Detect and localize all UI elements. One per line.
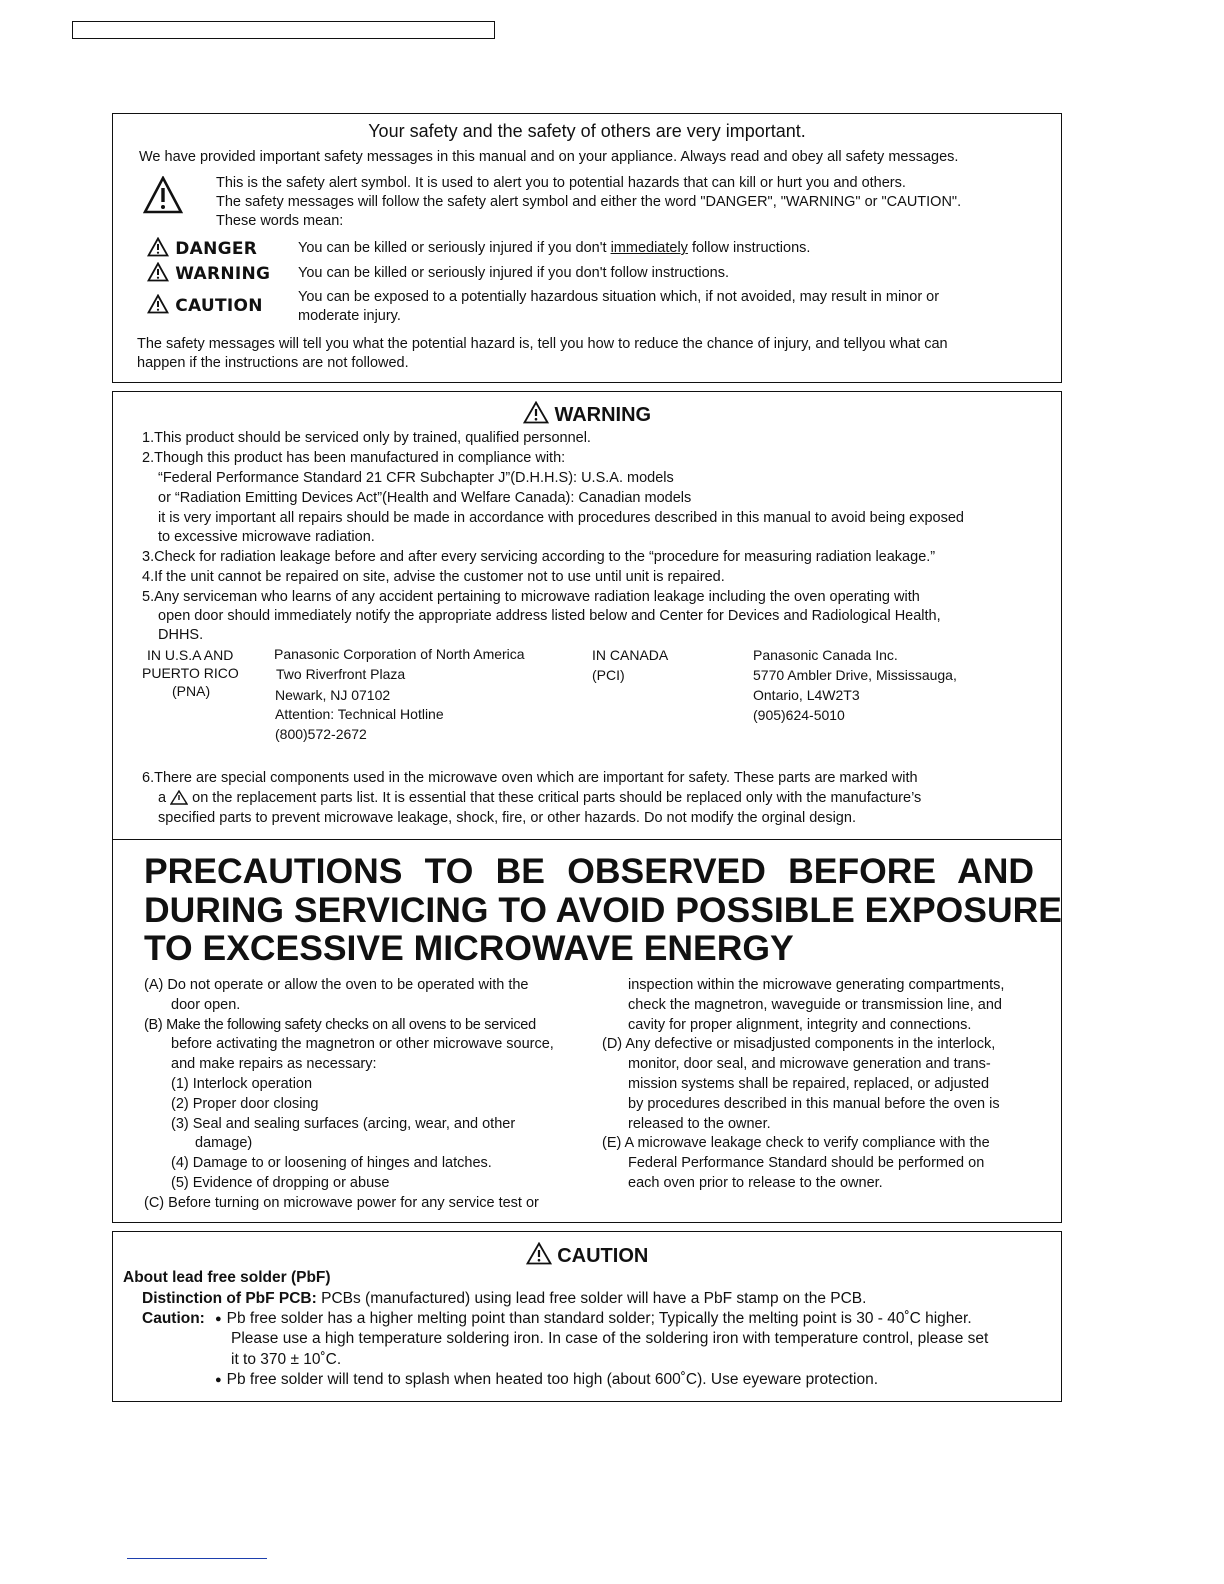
safety-messages-box: [112, 113, 1062, 383]
caution-title-alert-icon: [526, 1242, 552, 1265]
warning-item-2-line-3: or “Radiation Emitting Devices Act”(Health and Welfare Canada): Canadian models: [158, 490, 692, 506]
warning-text: You can be killed or seriously injured if you don't follow instructions.: [298, 265, 730, 281]
precautions-title-line-1: PRECAUTIONS TO BE OBSERVED BEFORE AND: [144, 851, 1034, 891]
pbf-bullet-1-line-2: Please use a high temperature soldering iron. In case of the soldering iron with temperature control, please set: [231, 1330, 989, 1347]
warning-item-6-line-2: [158, 790, 921, 806]
precautions-title: [144, 851, 1062, 968]
alert-line-1: This is the safety alert symbol. It is used to alert you to potential hazards that can kill or hurt you and others.: [216, 175, 906, 191]
us-address-line-3: Newark, NJ 07102: [275, 687, 391, 703]
us-address-line-4: Attention: Technical Hotline: [275, 706, 444, 722]
ca-address-line-1: Panasonic Canada Inc.: [753, 647, 898, 663]
warning-item-1: 1.This product should be serviced only by trained, qualified personnel.: [142, 430, 591, 446]
danger-alert-icon: [147, 237, 169, 257]
caution-title-text: CAUTION: [557, 1245, 649, 1267]
ca-address-line-3: Ontario, L4W2T3: [753, 687, 860, 703]
warning-item-6-line-3: specified parts to prevent microwave leakage, shock, fire, or other hazards. Do not modify the orginal design.: [158, 810, 856, 826]
ca-address-line-2: 5770 Ambler Drive, Mississauga,: [753, 667, 957, 683]
warning-item-2: 2.Though this product has been manufactured in compliance with:: [142, 450, 566, 466]
precaution-b: (B) Make the following safety checks on all ovens to be serviced: [144, 1017, 536, 1033]
warning-item-4: 4.If the unit cannot be repaired on site, advise the customer not to use until unit is repaired.: [142, 569, 725, 585]
precaution-c: (C) Before turning on microwave power for any service test or: [144, 1195, 539, 1211]
warning-title-text: WARNING: [554, 404, 652, 426]
ca-region-label-2: (PCI): [592, 667, 625, 683]
item-6-suffix: on the replacement parts list. It is essential that these critical parts should be replaced only with the manufacture’s: [188, 790, 922, 806]
precaution-e-line-2: Federal Performance Standard should be performed on: [628, 1155, 985, 1171]
pbf-distinction: [142, 1290, 866, 1308]
pbf-heading: About lead free solder (PbF): [123, 1269, 331, 1286]
page-header-box: [72, 21, 495, 39]
precaution-b-3: (3) Seal and sealing surfaces (arcing, wear, and other: [171, 1116, 516, 1132]
pbf-bullet-1: ● Pb free solder has a higher melting point than standard solder; Typically the melting point is 30 - 40˚C higher.: [215, 1310, 972, 1328]
warning-title-alert-icon: [523, 401, 549, 424]
precaution-e: (E) A microwave leakage check to verify compliance with the: [602, 1135, 990, 1151]
safety-title: Your safety and the safety of others are very important.: [368, 121, 806, 141]
precaution-c-line-4: cavity for proper alignment, integrity and connections.: [628, 1017, 972, 1033]
precaution-d-line-5: released to the owner.: [628, 1116, 771, 1132]
pbf-bullet-2: ● Pb free solder will tend to splash when heated too high (about 600˚C). Use eyeware protection.: [215, 1371, 878, 1389]
ca-address-line-4: (905)624-5010: [753, 707, 845, 723]
precaution-b-1: (1) Interlock operation: [171, 1076, 313, 1092]
warning-item-5: 5.Any serviceman who learns of any accident pertaining to microwave radiation leakage including the oven operating with: [142, 589, 920, 605]
us-region-label-3: (PNA): [172, 683, 211, 699]
precaution-b-line-3: and make repairs as necessary:: [171, 1056, 377, 1072]
precaution-b-3-line-2: damage): [195, 1135, 253, 1151]
warning-item-2-line-4: it is very important all repairs should be made in accordance with procedures described in this manual to avoid being exposed: [158, 510, 964, 526]
safety-intro: We have provided important safety messages in this manual and on your appliance. Always read and obey all safety messages.: [139, 149, 959, 165]
danger-text-emphasis: immediately: [610, 240, 688, 256]
safety-footer-line-1: The safety messages will tell you what the potential hazard is, tell you how to reduce the chance of injury, and tellyou what can: [137, 336, 948, 352]
precaution-c-line-3: check the magnetron, waveguide or transmission line, and: [628, 997, 1002, 1013]
warning-signal-word: [147, 262, 270, 284]
precaution-d-line-4: by procedures described in this manual before the oven is: [628, 1096, 1000, 1112]
distinction-text: PCBs (manufactured) using lead free solder will have a PbF stamp on the PCB.: [316, 1290, 867, 1307]
warning-box: [112, 391, 1062, 840]
precautions-title-line-2: DURING SERVICING TO AVOID POSSIBLE EXPOSURE: [144, 889, 1062, 930]
warning-item-6: 6.There are special components used in the microwave oven which are important for safety. These parts are marked with: [142, 770, 918, 786]
us-address-line-5: (800)572-2672: [275, 726, 367, 742]
precaution-e-line-3: each oven prior to release to the owner.: [628, 1175, 883, 1191]
precaution-a: (A) Do not operate or allow the oven to be operated with the: [144, 977, 529, 993]
warning-label: WARNING: [175, 264, 271, 284]
warning-item-3: 3.Check for radiation leakage before and after every servicing according to the “procedure for measuring radiation leakage.”: [142, 549, 936, 565]
danger-signal-word: [147, 237, 257, 259]
us-address-line-2: Two Riverfront Plaza: [276, 666, 406, 682]
caution-label: CAUTION: [175, 296, 263, 316]
danger-text: [298, 240, 810, 256]
danger-label: DANGER: [175, 239, 258, 259]
warning-item-5-line-2: open door should immediately notify the appropriate address listed below and Center for Devices and Radiological Health,: [158, 608, 941, 624]
caution-box: [112, 1231, 1062, 1402]
warning-item-5-line-3: DHHS.: [158, 627, 204, 643]
warning-item-2-line-2: “Federal Performance Standard 21 CFR Subchapter J”(D.H.H.S): U.S.A. models: [158, 470, 674, 486]
precaution-d-line-3: mission systems shall be repaired, replaced, or adjusted: [628, 1076, 990, 1092]
danger-text-post: follow instructions.: [687, 240, 811, 256]
precaution-c-line-2: inspection within the microwave generating compartments,: [628, 977, 1005, 993]
us-address-line-1: Panasonic Corporation of North America: [274, 646, 525, 662]
distinction-label: Distinction of PbF PCB:: [142, 1290, 317, 1307]
precaution-d: (D) Any defective or misadjusted components in the interlock,: [602, 1036, 996, 1052]
caution-title: [113, 1242, 1061, 1268]
pbf-caution-label: Caution:: [142, 1310, 205, 1327]
alert-line-2: The safety messages will follow the safety alert symbol and either the word "DANGER", "WARNING" or "CAUTION".: [216, 194, 962, 210]
precautions-box: [112, 839, 1062, 1223]
caution-alert-icon: [147, 294, 169, 314]
safety-footer-line-2: happen if the instructions are not followed.: [137, 355, 409, 371]
critical-part-mark-icon: [170, 790, 188, 805]
item-6-prefix: a: [158, 790, 167, 806]
warning-title: [113, 401, 1061, 427]
caution-text-line-1: You can be exposed to a potentially hazardous situation which, if not avoided, may result in minor or: [298, 289, 940, 305]
pbf-bullet-1-line-3: it to 370 ± 10˚C.: [231, 1351, 342, 1368]
precaution-d-line-2: monitor, door seal, and microwave generation and trans-: [628, 1056, 991, 1072]
warning-alert-icon: [147, 262, 169, 282]
warning-item-2-line-5: to excessive microwave radiation.: [158, 529, 375, 545]
precaution-b-4: (4) Damage to or loosening of hinges and latches.: [171, 1155, 492, 1171]
precaution-b-line-2: before activating the magnetron or other microwave source,: [171, 1036, 554, 1052]
footer-link-line: [127, 1558, 267, 1559]
precautions-title-line-3: TO EXCESSIVE MICROWAVE ENERGY: [144, 928, 794, 968]
precaution-b-5: (5) Evidence of dropping or abuse: [171, 1175, 390, 1191]
safety-alert-symbol-icon: [143, 176, 183, 214]
alert-line-3: These words mean:: [216, 213, 344, 229]
caution-text-line-2: moderate injury.: [298, 308, 401, 324]
ca-region-label-1: IN CANADA: [592, 647, 669, 663]
danger-text-pre: You can be killed or seriously injured if you don't: [298, 240, 611, 256]
us-region-label-2: PUERTO RICO: [142, 665, 239, 681]
precaution-b-2: (2) Proper door closing: [171, 1096, 319, 1112]
us-region-label-1: IN U.S.A AND: [147, 647, 234, 663]
precaution-a-line-2: door open.: [171, 997, 241, 1013]
caution-signal-word: [147, 294, 263, 316]
